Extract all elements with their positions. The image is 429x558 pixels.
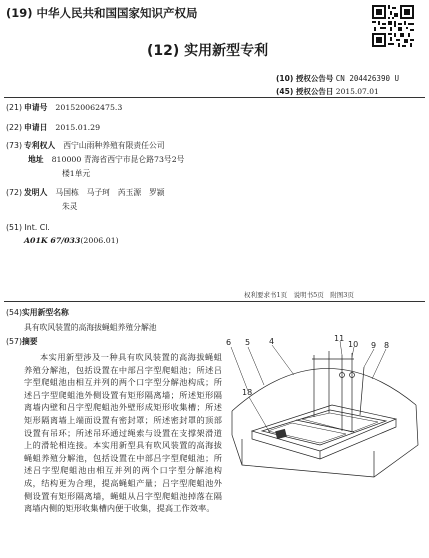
field-code: (51) — [6, 223, 23, 232]
field-label: 申请号 — [24, 103, 48, 112]
publication-date-label: (45) 授权公告日 — [276, 87, 334, 96]
field-label: 专利权人 — [24, 141, 56, 150]
field-label: 发明人 — [24, 188, 48, 197]
application-date-field — [6, 122, 100, 133]
publication-date: 2015.07.01 — [335, 87, 379, 96]
ipc-classification — [24, 236, 119, 245]
field-label: 申请日 — [24, 123, 48, 132]
inventor-names: 马国栋 马子珂 芮玉源 罗颍 — [55, 188, 165, 197]
patentee-name: 西宁山雨种养殖有限责任公司 — [63, 141, 165, 150]
field-code: (72) — [6, 188, 23, 197]
patentee-field — [6, 140, 165, 151]
callout-label: 6 — [226, 338, 232, 347]
address-line-2: 楼1单元 — [62, 169, 91, 178]
pages-info: 权利要求书1页 说明书5页 附图3页 — [244, 291, 354, 299]
publication-number: CN 204426390 U — [335, 74, 400, 83]
field-code: (73) — [6, 141, 23, 150]
ipc-code: A01K 67/033 — [24, 236, 81, 245]
ipc-field — [6, 223, 50, 232]
abstract-text: 本实用新型涉及一种具有吹风装置的高海拔蝇蛆养殖分解池，包括设置在中部吕字型爬蛆池；所述吕字型爬蛆池由相互并列的两个口字型分解池构成；所述吕字型爬蛆池外侧设置有矩形隔离墙；所述矩形隔离墙内壁和吕字型爬蛆池外壁形成矩形收集槽；所述矩形隔离墙上端面设置有密封罩；所述密封罩的顶部设置有吊环；所述吊环通过绳索与设置在支撑架滑道上的滑轮相连接。本实用新型具有吹风装置的高海拔蝇蛆养殖分解池，包括设置在中部吕字型爬蛆池；所述吕字型爬蛆池由相互并列的两个口字型分解池构成，结构更为合理，提高蝇蛆产量；吕字型爬蛆池外侧设置有矩形隔离墙，蝇蛆从吕字型爬蛆池掉落在隔离墙内侧的矩形收集槽内便于收集，提高工作效率。 — [24, 352, 222, 514]
callout-label: 4 — [269, 337, 275, 346]
field-label: Int. Cl. — [24, 223, 50, 232]
abstract-header — [6, 336, 38, 347]
callout-label: 10 — [348, 340, 359, 349]
abstract-divider — [4, 301, 425, 302]
utility-model-name-header — [6, 307, 69, 318]
isolation-wall — [252, 405, 396, 459]
application-date: 2015.01.29 — [55, 123, 101, 132]
document-type-title: (12) 实用新型专利 — [147, 43, 269, 59]
technical-drawing — [224, 335, 424, 479]
field-label: 地址 — [28, 155, 44, 164]
header-divider — [4, 97, 425, 98]
hood-outline — [232, 368, 418, 477]
inventor-field — [6, 187, 165, 198]
ipc-year: (2006.01) — [80, 236, 119, 245]
publication-number-label: (10) 授权公告号 — [276, 74, 334, 83]
field-code: (57) — [6, 337, 23, 346]
field-code: (54) — [6, 308, 23, 317]
field-label: 实用新型名称 — [22, 308, 69, 317]
callout-label: 18 — [242, 388, 253, 397]
inventor-names-line-2: 朱灵 — [62, 202, 78, 211]
utility-model-name: 具有吹风装置的高海拔蝇蛆养殖分解池 — [24, 323, 157, 332]
callout-label: 5 — [245, 338, 251, 347]
application-number-field — [6, 102, 122, 113]
publication-date-row — [276, 86, 421, 97]
address-line-1: 810000 青海省西宁市昆仑路73号2号 — [51, 155, 185, 164]
field-label: 摘要 — [22, 337, 38, 346]
publication-number-row — [276, 73, 421, 84]
issuing-office: (19) 中华人民共和国国家知识产权局 — [6, 6, 198, 20]
address-field — [26, 154, 184, 165]
field-code: (21) — [6, 103, 23, 112]
callout-label: 9 — [371, 341, 377, 350]
callout-label: 8 — [384, 341, 390, 350]
application-number: 201520062475.3 — [55, 103, 123, 112]
callout-label: 11 — [334, 335, 345, 343]
support-frame — [312, 351, 364, 431]
field-code: (22) — [6, 123, 23, 132]
qr-code-icon — [372, 5, 414, 47]
